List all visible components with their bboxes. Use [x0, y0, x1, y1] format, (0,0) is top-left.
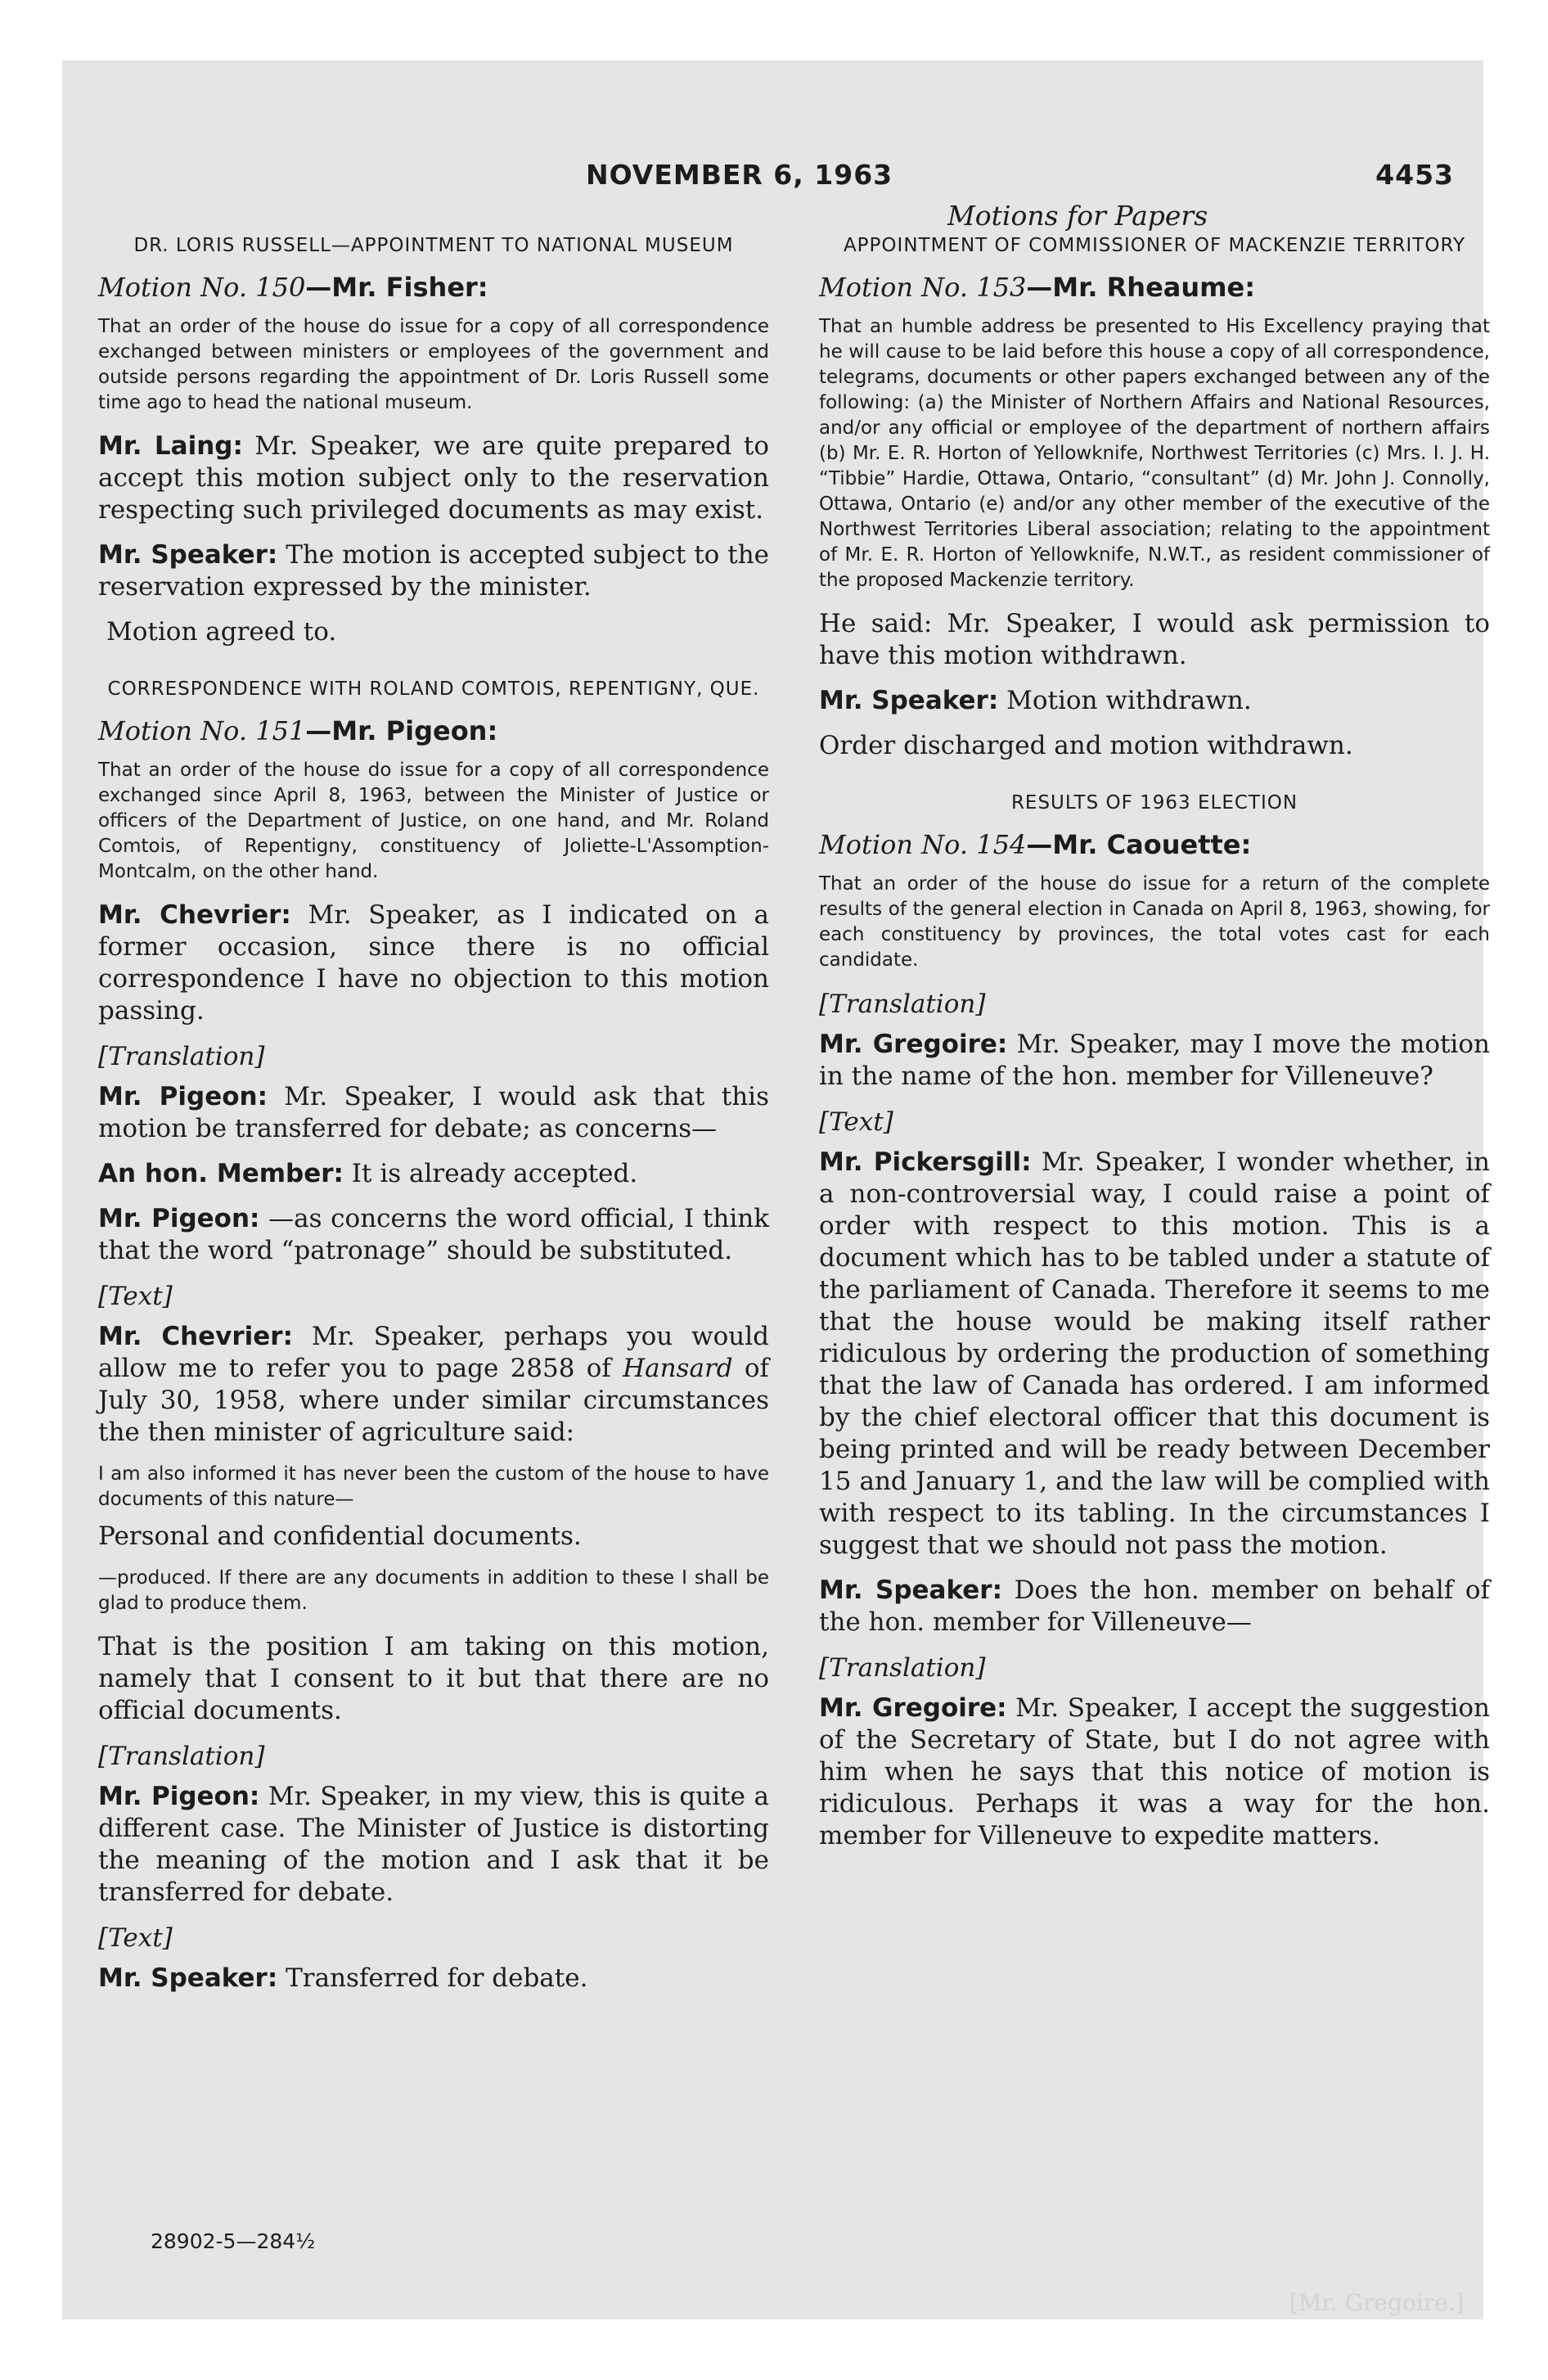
motion-mover: —Mr. Rheaume: [1026, 272, 1255, 303]
speech-paragraph [98, 430, 769, 526]
speech-text: Transferred for debate. [277, 1963, 588, 1993]
page-number: 4453 [1375, 159, 1454, 191]
motion-number: Motion No. 153 [819, 272, 1027, 303]
speaker-name: Mr. Chevrier: [98, 1322, 293, 1351]
language-tag: [Text] [98, 1923, 173, 1953]
speaker-name: Mr. Gregoire: [819, 1030, 1008, 1059]
speech-paragraph [98, 1781, 769, 1909]
speaker-name: Mr. Speaker: [98, 540, 278, 570]
speech-paragraph [98, 1081, 769, 1145]
speech-paragraph [819, 1575, 1490, 1639]
speech-paragraph [98, 899, 769, 1027]
speech-text: Mr. Speaker, I accept the suggestion of the Secretary of State, but I do not agree with him when he says that this notice of motion is ridiculous. Perhaps it was a way for the hon. member for Villeneuve to expedite matters. [819, 1693, 1491, 1850]
speech-paragraph [819, 1147, 1490, 1562]
running-title: Motions for Papers [947, 200, 1208, 232]
speech-paragraph [98, 1963, 769, 1995]
speech-paragraph: Personal and confidential documents. [98, 1521, 582, 1551]
motion-line [819, 270, 1490, 304]
speech-text: Does the hon. member on behalf of the hon. member for Villeneuve— [819, 1575, 1491, 1637]
speech-paragraph [819, 1693, 1490, 1852]
speaker-name: Mr. Pigeon: [98, 1204, 260, 1233]
speech-text: The motion is accepted subject to the reservation expressed by the minister. [98, 540, 769, 602]
speech-text: Mr. Speaker, we are quite prepared to accept this motion subject only to the reservation respecting such privileged documents as may exist. [98, 431, 769, 525]
speech-paragraph [98, 1321, 769, 1449]
motion-line [819, 827, 1490, 862]
speech-paragraph: That is the position I am taking on this motion, namely that I consent to it but that there are no official documents. [98, 1632, 769, 1725]
speech-text: It is already accepted. [343, 1159, 638, 1188]
speech-paragraph: He said: Mr. Speaker, I would ask permission to have this motion withdrawn. [819, 609, 1490, 670]
language-tag: [Translation] [98, 1742, 265, 1771]
motion-text: That an humble address be presented to His Excellency praying that he will cause to be laid before this house a copy of all correspondence, telegrams, documents or other papers exchanged between any of the following: (a) the Minister of Northern Affairs and National Resources, and/or any official or employee of the department of northern affairs (b) Mr. E. R. Horton of Yellowknife, Northwest Territories (c) Mrs. I. J. H. “Tibbie” Hardie, Ottawa, Ontario, “consultant” (d) Mr. John J. Connolly, Ottawa, Ontario (e) and/or any other member of the executive of the Northwest Territories Liberal association; relating to the appointment of Mr. E. R. Horton of Yellowknife, N.W.T., as resident commissioner of the proposed Mackenzie territory. [819, 316, 1490, 591]
speaker-name: Mr. Pigeon: [98, 1082, 268, 1111]
speaker-name: Mr. Laing: [98, 431, 243, 461]
section-heading: RESULTS OF 1963 ELECTION [1010, 792, 1298, 814]
motion-text: That an order of the house do issue for a copy of all correspondence exchanged since April 8, 1963, between the Minister of Justice or officers of the Department of Justice, on one hand, and Mr. Roland Comtois, of Repentigny, constituency of Joliette-L'Assomption-Montcalm, on the other hand. [98, 760, 769, 882]
speech-text: Mr. Speaker, I wonder whether, in a non-controversial way, I could raise a point of order with respect to this motion. This is a document which has to be tabled under a statute of the parliament of Canada. Therefore it seems to me that the house would be making itself rather ridiculous by ordering the production of something that the law of Canada has ordered. I am informed by the chief electoral officer that this document is being printed and will be ready between December 15 and January 1, and the law will be complied with with respect to its tabling. In the circumstances I suggest that we should not pass the motion. [819, 1147, 1490, 1560]
speech-paragraph [98, 1203, 769, 1267]
speech-text: —as concerns the word official, I think that the word “patronage” should be substituted. [98, 1204, 769, 1265]
speech-text: Mr. Speaker, I would ask that this motion be transferred for debate; as concerns— [98, 1082, 769, 1143]
quoted-text: —produced. If there are any documents in addition to these I shall be glad to produce them. [98, 1567, 769, 1614]
print-signature: 28902-5—284½ [151, 2229, 316, 2253]
motion-number: Motion No. 150 [98, 272, 306, 303]
speaker-name: An hon. Member: [98, 1159, 344, 1188]
language-tag: [Text] [98, 1282, 173, 1311]
section-heading: DR. LORIS RUSSELL—APPOINTMENT TO NATIONAL MUSEUM [133, 235, 734, 256]
speaker-name: Mr. Speaker: [819, 686, 999, 715]
motion-number: Motion No. 154 [819, 829, 1027, 860]
speech-text: Motion withdrawn. [998, 686, 1252, 715]
left-column [98, 231, 769, 2008]
speech-paragraph [98, 539, 769, 603]
motion-mover: —Mr. Fisher: [305, 272, 488, 303]
speech-text: Mr. Speaker, may I move the motion in the name of the hon. member for Villeneuve? [819, 1030, 1490, 1091]
hansard-reference: Hansard [623, 1354, 733, 1383]
quoted-text: I am also informed it has never been the custom of the house to have documents of this nature— [98, 1463, 769, 1510]
motion-mover: —Mr. Pigeon: [305, 715, 498, 746]
speaker-name: Mr. Chevrier: [98, 900, 291, 930]
section-heading: APPOINTMENT OF COMMISSIONER OF MACKENZIE TERRITORY [843, 235, 1466, 256]
language-tag: [Translation] [98, 1042, 265, 1071]
speech-text: Mr. Speaker, in my view, this is quite a different case. The Minister of Justice is distorting the meaning of the motion and I ask that it be transferred for debate. [98, 1782, 769, 1907]
motion-line [98, 714, 769, 748]
speaker-name: Mr. Gregoire: [819, 1693, 1007, 1723]
procedural-note: Order discharged and motion withdrawn. [819, 731, 1353, 760]
motion-text: That an order of the house do issue for a return of the complete results of the general election in Canada on April 8, 1963, showing, for each constituency by provinces, the total votes cast for each candidate. [819, 873, 1490, 971]
language-tag: [Translation] [819, 1653, 986, 1683]
speaker-name: Mr. Pickersgill: [819, 1147, 1032, 1177]
language-tag: [Text] [819, 1107, 893, 1137]
speech-paragraph [819, 1029, 1490, 1093]
motion-line [98, 270, 769, 304]
section-heading: CORRESPONDENCE WITH ROLAND COMTOIS, REPENTIGNY, QUE. [107, 678, 760, 700]
speech-text: Mr. Speaker, as I indicated on a former occasion, since there is no official correspondence I have no objection to this motion passing. [98, 900, 769, 1025]
speech-paragraph [819, 685, 1490, 717]
motion-mover: —Mr. Caouette: [1026, 829, 1252, 860]
speech-paragraph [98, 1158, 769, 1190]
procedural-note: Motion agreed to. [106, 617, 337, 647]
motion-number: Motion No. 151 [98, 715, 306, 746]
bleed-through-texture: [Mr. Gregoire.] [1289, 2289, 1465, 2316]
header-date: NOVEMBER 6, 1963 [586, 159, 893, 191]
page [62, 61, 1491, 2319]
speaker-name: Mr. Pigeon: [98, 1782, 260, 1811]
speaker-name: Mr. Speaker: [819, 1575, 1002, 1605]
motion-text: That an order of the house do issue for a copy of all correspondence exchanged between ministers or employees of the government and outside persons regarding the appointment of Dr. Loris Russell some time ago to head the national museum. [98, 316, 769, 413]
speech-text: Mr. Speaker, perhaps you would allow me to refer you to page 2858 of [98, 1322, 770, 1383]
language-tag: [Translation] [819, 989, 986, 1019]
speech-text: of July 30, 1958, where under similar circumstances the then minister of agriculture said: [98, 1354, 769, 1447]
speaker-name: Mr. Speaker: [98, 1963, 278, 1993]
right-column [819, 231, 1490, 1865]
